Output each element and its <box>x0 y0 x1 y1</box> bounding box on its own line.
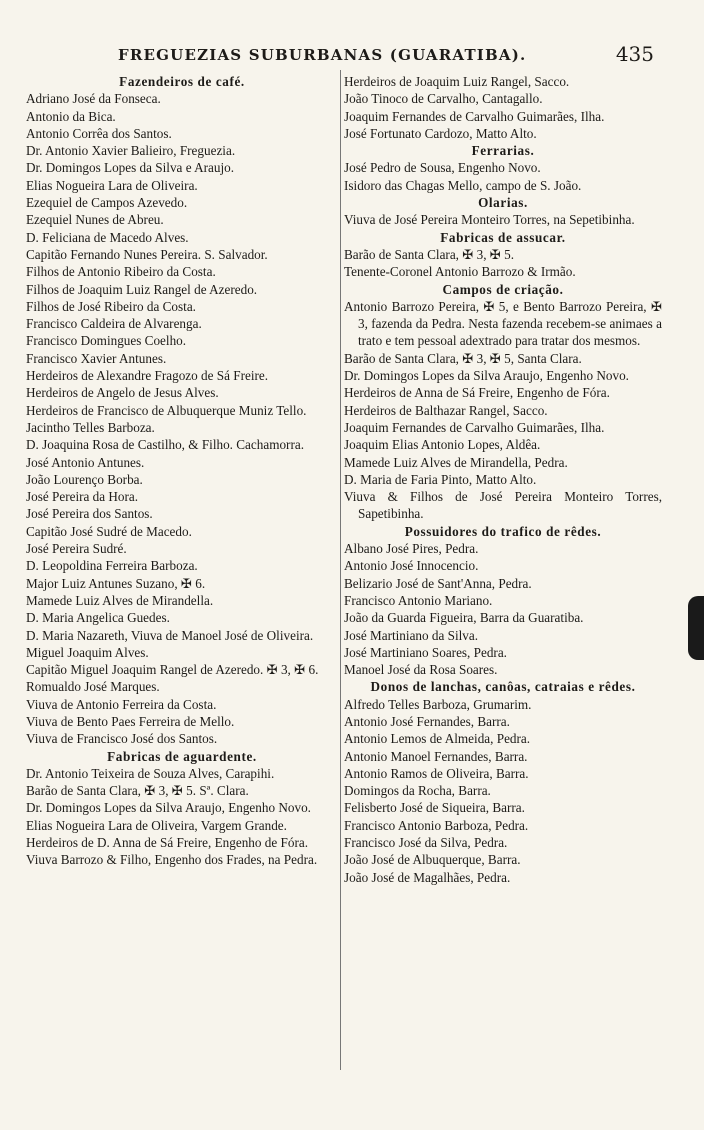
directory-entry: Francisco Caldeira de Alvarenga. <box>26 316 202 332</box>
section-title: Fazendeiros de café. <box>119 74 245 89</box>
page-number: 435 <box>615 42 654 66</box>
directory-entry: Tenente-Coronel Antonio Barrozo & Irmão. <box>344 264 576 280</box>
directory-entry: Filhos de José Ribeiro da Costa. <box>26 298 196 314</box>
directory-entry: Francisco Xavier Antunes. <box>26 350 167 366</box>
directory-entry: Miguel Joaquim Alves. <box>26 644 149 660</box>
directory-entry: Barão de Santa Clara, ✠ 3, ✠ 5, Santa Clara. <box>344 350 582 366</box>
directory-entry: D. Feliciana de Macedo Alves. <box>26 229 189 245</box>
directory-entry: Antonio Lemos de Almeida, Pedra. <box>344 731 531 747</box>
edge-stain <box>688 596 704 660</box>
directory-entry: Filhos de Antonio Ribeiro da Costa. <box>26 264 216 280</box>
directory-entry: Jacintho Telles Barboza. <box>26 419 155 435</box>
directory-entry: Antonio da Bica. <box>26 108 116 124</box>
directory-entry: Viuva de Bento Paes Ferreira de Mello. <box>26 713 235 729</box>
right-column <box>344 73 662 886</box>
directory-entry: José Martiniano Soares, Pedra. <box>344 644 507 660</box>
directory-entry: Dr. Domingos Lopes da Silva e Araujo. <box>26 160 235 176</box>
directory-entry: José Martiniano da Silva. <box>344 627 479 643</box>
directory-entry: Herdeiros de Anna de Sá Freire, Engenho de Fóra. <box>344 385 610 401</box>
directory-entry: Viuva de Antonio Ferreira da Costa. <box>26 696 217 712</box>
directory-entry: Antonio José Fernandes, Barra. <box>344 713 510 729</box>
directory-entry: Manoel José da Rosa Soares. <box>344 662 498 678</box>
directory-entry: Antonio José Innocencio. <box>344 558 479 574</box>
section-title: Fabricas de aguardente. <box>107 748 257 764</box>
directory-entry: D. Maria de Faria Pinto, Matto Alto. <box>344 471 537 487</box>
directory-entry: José Pedro de Sousa, Engenho Novo. <box>344 160 541 176</box>
directory-entry: Filhos de Joaquim Luiz Rangel de Azeredo. <box>26 281 258 297</box>
directory-entry: Elias Nogueira Lara de Oliveira. <box>26 177 198 193</box>
directory-entry: Major Luiz Antunes Suzano, ✠ 6. <box>26 575 206 591</box>
directory-entry: Ezequiel Nunes de Abreu. <box>26 212 164 228</box>
directory-entry: Isidoro das Chagas Mello, campo de S. João. <box>344 177 582 193</box>
section-title: Possuidores do trafico de rêdes. <box>404 523 602 539</box>
directory-entry: Dr. Domingos Lopes da Silva Araujo, Engenho Novo. <box>344 368 629 384</box>
directory-entry: Elias Nogueira Lara de Oliveira, Vargem Grande. <box>26 817 287 833</box>
directory-entry: Herdeiros de Francisco de Albuquerque Muniz Tello. <box>26 402 307 418</box>
column-divider <box>340 70 341 1070</box>
section-title: Fabricas de assucar. <box>440 229 566 245</box>
directory-entry: Herdeiros de D. Anna de Sá Freire, Engenho de Fóra. <box>26 835 308 851</box>
directory-entry: Antonio Corrêa dos Santos. <box>26 125 172 141</box>
directory-entry: João Tinoco de Carvalho, Cantagallo. <box>344 91 543 107</box>
directory-entry: Joaquim Elias Antonio Lopes, Aldêa. <box>344 437 541 453</box>
directory-entry: Antonio Ramos de Oliveira, Barra. <box>344 765 529 781</box>
directory-entry: Capitão José Sudré de Macedo. <box>26 523 192 539</box>
directory-entry: João José de Albuquerque, Barra. <box>344 852 521 868</box>
directory-entry: Viuva & Filhos de José Pereira Monteiro Torres, Sapetibinha. <box>344 489 662 522</box>
directory-entry: Francisco José da Silva, Pedra. <box>344 835 508 851</box>
directory-entry: Mamede Luiz Alves de Mirandella, Pedra. <box>344 454 568 470</box>
directory-entry: Francisco Antonio Barboza, Pedra. <box>344 817 529 833</box>
directory-entry: Francisco Domingues Coelho. <box>26 333 187 349</box>
directory-entry: Dr. Domingos Lopes da Silva Araujo, Engenho Novo. <box>26 800 311 816</box>
directory-entry: Joaquim Fernandes de Carvalho Guimarães, Ilha. <box>344 419 605 435</box>
directory-entry: D. Maria Angelica Guedes. <box>26 610 170 626</box>
directory-entry: Ezequiel de Campos Azevedo. <box>26 195 188 211</box>
directory-entry: Herdeiros de Angelo de Jesus Alves. <box>26 385 219 401</box>
directory-entry: José Pereira Sudré. <box>26 541 127 557</box>
directory-entry: D. Joaquina Rosa de Castilho, & Filho. Cachamorra. <box>26 437 304 453</box>
directory-entry: João José de Magalhães, Pedra. <box>344 869 511 885</box>
directory-entry: Antonio Manoel Fernandes, Barra. <box>344 748 528 764</box>
directory-entry: Viuva Barrozo & Filho, Engenho dos Frades, na Pedra. <box>26 852 318 868</box>
directory-entry: Romualdo José Marques. <box>26 679 160 695</box>
directory-entry: D. Maria Nazareth, Viuva de Manoel José de Oliveira. <box>26 627 314 643</box>
directory-entry: José Fortunato Cardozo, Matto Alto. <box>344 125 537 141</box>
directory-entry: Barão de Santa Clara, ✠ 3, ✠ 5. <box>344 246 515 262</box>
directory-entry: José Pereira dos Santos. <box>26 506 153 522</box>
directory-entry: Herdeiros de Alexandre Fragozo de Sá Freire. <box>26 368 269 384</box>
directory-entry: Herdeiros de Joaquim Luiz Rangel, Sacco. <box>344 74 570 89</box>
directory-entry: Felisberto José de Siqueira, Barra. <box>344 800 525 816</box>
section-title: Donos de lanchas, canôas, catraias e rêdes. <box>370 679 636 695</box>
directory-entry: João Lourenço Borba. <box>26 471 143 487</box>
directory-entry: Barão de Santa Clara, ✠ 3, ✠ 5. Sª. Clara. <box>26 783 249 799</box>
directory-entry: Belizario José de Sant'Anna, Pedra. <box>344 575 532 591</box>
directory-entry: Dr. Antonio Xavier Balieiro, Freguezia. <box>26 143 236 159</box>
page-title: FREGUEZIAS SUBURBANAS (GUARATIBA). <box>118 46 527 64</box>
directory-entry: Herdeiros de Balthazar Rangel, Sacco. <box>344 402 548 418</box>
directory-entry: José Antonio Antunes. <box>26 454 145 470</box>
directory-entry: Viuva de Francisco José dos Santos. <box>26 731 218 747</box>
left-column <box>26 73 338 869</box>
directory-entry: José Pereira da Hora. <box>26 489 139 505</box>
section-title: Campos de criação. <box>442 281 564 297</box>
directory-entry: Antonio Barrozo Pereira, ✠ 5, e Bento Barrozo Pereira, ✠ 3, fazenda da Pedra. Nesta fazenda recebem-se animaes a trato e tem pessoal adextrado para tratar dos mesmos. <box>344 298 662 349</box>
section-title: Ferrarias. <box>471 143 535 159</box>
directory-entry: Albano José Pires, Pedra. <box>344 541 479 557</box>
directory-entry: D. Leopoldina Ferreira Barboza. <box>26 558 198 574</box>
directory-entry: Capitão Miguel Joaquim Rangel de Azeredo. ✠ 3, ✠ 6. <box>26 662 319 678</box>
section-title: Olarias. <box>478 195 528 211</box>
directory-entry: João da Guarda Figueira, Barra da Guaratiba. <box>344 610 584 626</box>
directory-entry: Domingos da Rocha, Barra. <box>344 783 491 799</box>
directory-entry: Francisco Antonio Mariano. <box>344 592 493 608</box>
directory-entry: Capitão Fernando Nunes Pereira. S. Salvador. <box>26 246 268 262</box>
directory-entry: Alfredo Telles Barboza, Grumarim. <box>344 696 532 712</box>
page-header <box>118 42 654 68</box>
directory-entry: Mamede Luiz Alves de Mirandella. <box>26 592 214 608</box>
directory-entry: Joaquim Fernandes de Carvalho Guimarães, Ilha. <box>344 108 605 124</box>
directory-entry: Viuva de José Pereira Monteiro Torres, na Sepetibinha. <box>344 212 635 228</box>
directory-entry: Adriano José da Fonseca. <box>26 91 161 107</box>
directory-entry: Dr. Antonio Teixeira de Souza Alves, Carapihi. <box>26 765 275 781</box>
